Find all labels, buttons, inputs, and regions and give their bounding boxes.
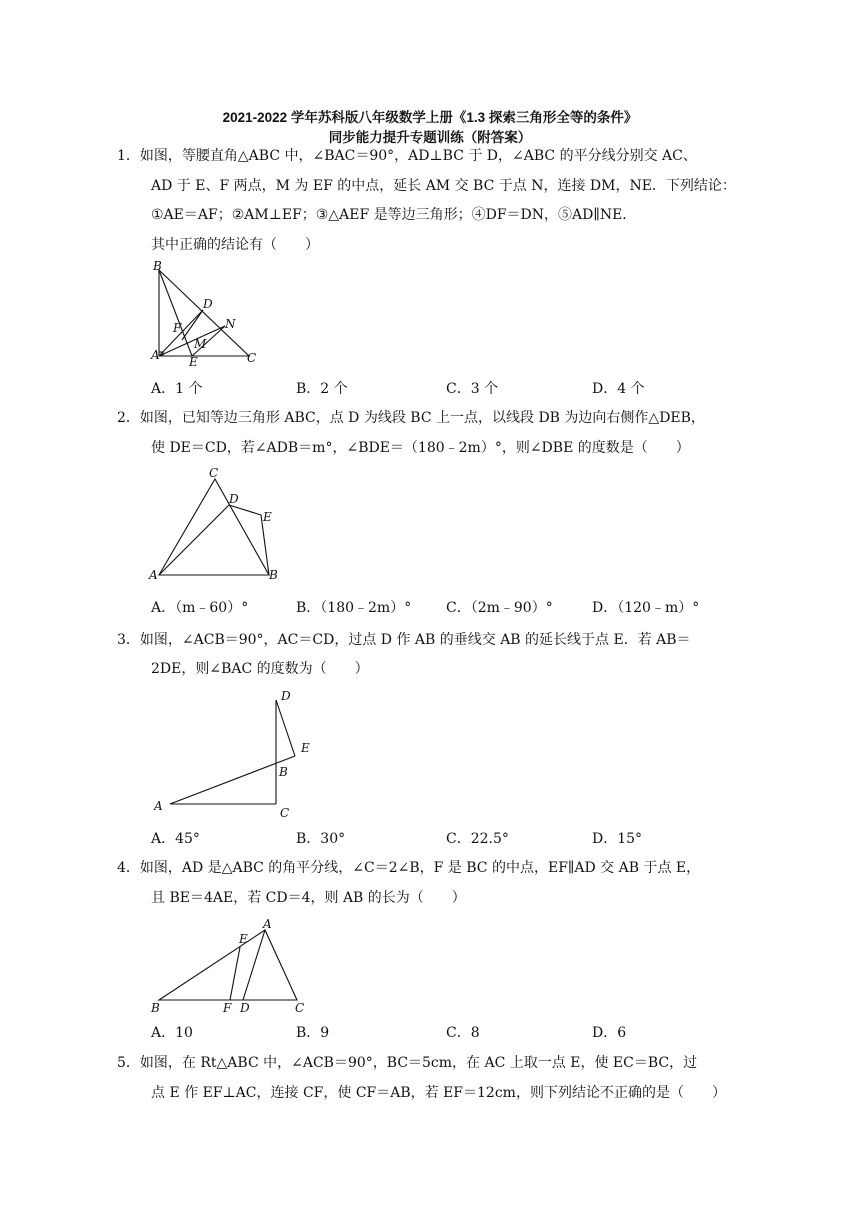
q4-line-1: 4．如图，AD 是△ABC 的角平分线，∠C＝2∠B，F 是 BC 的中点，EF∥AD 交 AB 于点 E，: [117, 860, 701, 876]
q4-option-c: C．8: [446, 1025, 480, 1041]
q3-line-2: 2DE，则∠BAC 的度数为（ ）: [151, 661, 369, 677]
q1-option-a: A．1 个: [151, 381, 203, 397]
q1-label-f: F: [173, 321, 182, 335]
q2-option-c: C．（2m﹣90）°: [446, 600, 553, 616]
q1-option-b: B．2 个: [296, 381, 348, 397]
q1-line-4: 其中正确的结论有（ ）: [151, 237, 319, 253]
q1-label-m: M: [194, 337, 207, 351]
q3-line-1: 3．如图，∠ACB＝90°，AC＝CD，过点 D 作 AB 的垂线交 AB 的延长线于点 E．若 AB＝: [117, 632, 691, 648]
q1-option-c: C．3 个: [446, 381, 499, 397]
q4-triangle-abc: [159, 930, 297, 1000]
q3-option-a: A．45°: [151, 831, 200, 847]
q3-option-b: B．30°: [296, 831, 346, 847]
q3-label-a: A: [154, 799, 163, 813]
q4-label-a: A: [263, 917, 272, 931]
q2-label-d: D: [229, 492, 239, 506]
q1-label-d: D: [203, 297, 213, 311]
q1-label-c: C: [247, 351, 257, 365]
q1-figure: [145, 258, 265, 370]
q4-option-d: D．6: [592, 1025, 627, 1041]
q2-line-1: 2．如图，已知等边三角形 ABC，点 D 为线段 BC 上一点，以线段 DB 为边向右侧作△DEB，: [117, 410, 705, 426]
q1-label-e: E: [189, 355, 198, 369]
q1-line-3: ①AE＝AF；②AM⊥EF；③△AEF 是等边三角形；④DF＝DN，⑤AD∥NE．: [151, 207, 637, 223]
q2-figure: [145, 465, 290, 585]
q2-line-2: 使 DE＝CD，若∠ADB＝m°，∠BDE＝（180﹣2m）°，则∠DBE 的度数是（ ）: [151, 440, 690, 456]
doc-subtitle: 同步能力提升专题训练（附答案）: [328, 130, 532, 145]
q1-segment-dm: [182, 310, 203, 340]
q3-label-d: D: [281, 689, 291, 703]
q1-option-d: D．4 个: [592, 381, 645, 397]
q3-segment-de: [276, 700, 295, 756]
q1-segment-an: [159, 326, 225, 356]
q2-label-e: E: [263, 510, 272, 524]
q4-label-c: C: [295, 1001, 305, 1015]
q3-label-e: E: [301, 741, 310, 755]
q4-figure: [145, 915, 315, 1015]
q5-line-1: 5．如图，在 Rt△ABC 中，∠ACB＝90°，BC＝5cm，在 AC 上取一点 E，使 EC＝BC，过: [117, 1055, 698, 1071]
q3-label-b: B: [279, 765, 288, 779]
q4-label-f: F: [223, 1001, 232, 1015]
q4-label-e: E: [239, 932, 248, 946]
q2-option-d: D．（120﹣m）°: [592, 600, 700, 616]
q5-line-2: 点 E 作 EF⊥AC，连接 CF，使 CF＝AB，若 EF＝12cm，则下列结论不正确的是（ ）: [151, 1085, 726, 1101]
q2-option-a: A．（m﹣60）°: [151, 600, 249, 616]
q4-label-d: D: [240, 1001, 250, 1015]
q4-line-2: 且 BE＝4AE，若 CD＝4，则 AB 的长为（ ）: [151, 890, 466, 906]
q4-segment-ef: [230, 947, 240, 1000]
q1-line-1: 1．如图，等腰直角△ABC 中，∠BAC＝90°，AD⊥BC 于 D，∠ABC 的平分线分别交 AC、: [117, 148, 697, 164]
q1-label-b: B: [153, 259, 162, 273]
q3-figure: [145, 686, 325, 821]
q3-label-c: C: [280, 806, 290, 820]
q4-option-a: A．10: [151, 1025, 193, 1041]
q2-label-c: C: [209, 466, 219, 480]
q2-option-b: B．（180﹣2m）°: [296, 600, 412, 616]
q4-option-b: B．9: [296, 1025, 330, 1041]
q2-label-b: B: [269, 568, 278, 582]
q3-option-d: D．15°: [592, 831, 643, 847]
q3-option-c: C．22.5°: [446, 831, 509, 847]
q1-label-a: A: [151, 348, 160, 362]
doc-title: 2021-2022 学年苏科版八年级数学上册《1.3 探索三角形全等的条件》: [222, 110, 638, 125]
q1-label-n: N: [225, 317, 236, 331]
q4-label-b: B: [151, 1001, 160, 1015]
q2-label-a: A: [149, 568, 158, 582]
q1-line-2: AD 于 E、F 两点，M 为 EF 的中点，延长 AM 交 BC 于点 N，连接 DM，NE．下列结论：: [151, 178, 736, 194]
q2-triangle-abc: [159, 479, 269, 575]
